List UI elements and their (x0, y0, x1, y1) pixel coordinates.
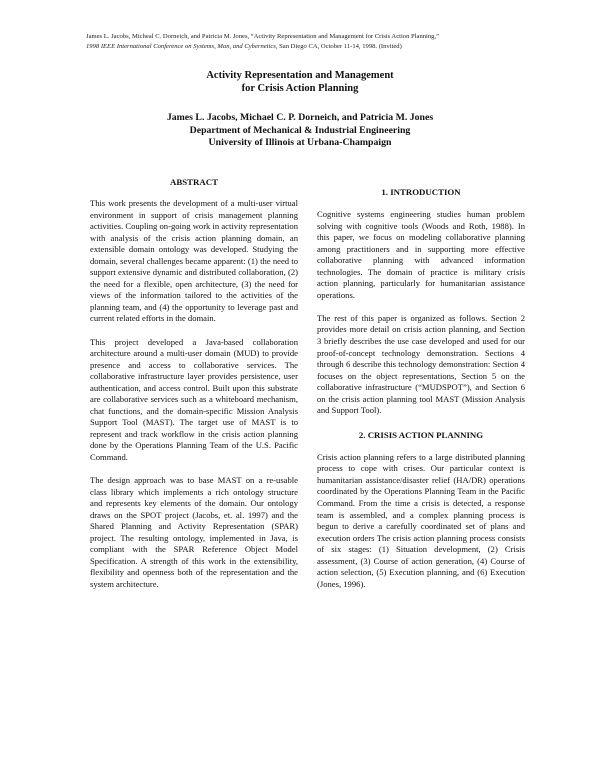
author-block (0, 112, 600, 150)
abstract-paragraph-3: The design approach was to base MAST on a re-usable class library which implements a rich ontology structure and represents key elements of the domain. Our ontology draws on the SPOT project (Jacobs, et. al. 1997) and the Shared Planning and Activity Representation (SPAR) project. The resulting ontology, implemented in Java, is compliant with the SPAR Reference Object Model Specification. A strength of this work in the extensibility, flexibility and openness both of the representation and the system architecture. (90, 475, 298, 589)
abstract-paragraph-1: This work presents the development of a multi-user virtual environment in support of crisis management planning activities. Coupling on-going work in activity representation with analysis of the crisis action planning domain, an extensible domain ontology was developed. Studying the domain, several challenges became apparent: (1) the need to support extensive dynamic and distributed collaboration, (2) the need for a flexible, open architecture, (3) the need for views of the information tailored to the activities of the planning team, and (4) the opportunity to leverage past and current related efforts in the domain. (90, 198, 298, 324)
citation-header (86, 32, 526, 51)
author-department: Department of Mechanical & Industrial Engineering (189, 124, 411, 136)
introduction-paragraph-2: The rest of this paper is organized as follows. Section 2 provides more detail on crisis action planning, and Section 3 briefly describes the use case developed and used for our proof-of-concept technology demonstration. Sections 4 through 6 describe this technology demonstration: Section 4 focuses on the object representations, Section 5 on the collaborative infrastructure (“MUDSPOT”), and Section 6 on the crisis action planning tool MAST (Mission Analysis and Support Tool). (317, 312, 525, 416)
abstract-heading: ABSTRACT (170, 177, 218, 187)
abstract-paragraph-2: This project developed a Java-based collaboration architecture around a multi-user domain (MUD) to provide presence and access to collaborative services. The collaborative infrastructure layer provides persistence, user authentication, and access control. Built upon this substrate are collaborative services such as a whiteboard mechanism, chat functions, and the domain-specific Mission Analysis Support Tool (MAST). The target use of MAST is to represent and track workflow in the crisis action planning done by the Operations Planning Team of the U.S. Pacific Command. (90, 336, 298, 462)
introduction-heading: 1. INTRODUCTION (381, 187, 461, 197)
citation-authors: James L. Jacobs, Micheal C. Dorneich, and Patricia M. Jones, “Activity Representation and Management for Crisis Action Planning,” (86, 33, 440, 40)
author-names: James L. Jacobs, Michael C. P. Dorneich, and Patricia M. Jones (166, 112, 434, 123)
author-university: University of Illinois at Urbana-Champaign (208, 137, 392, 148)
left-column (90, 176, 298, 591)
paper-title-line-1: Activity Representation and Management (206, 70, 394, 81)
citation-proceedings: 1998 IEEE International Conference on Systems, Man, and Cybernetics (86, 42, 276, 50)
crisis-planning-heading: 2. CRISIS ACTION PLANNING (358, 429, 484, 440)
introduction-paragraph-1: Cognitive systems engineering studies human problem solving with cognitive tools (Woods and Roth, 1988). In this paper, we focus on modeling collaborative planning among practitioners and in supporting more effective collaborative planning with advanced information technologies. The domain of practice is military crisis action planning, particularly for humanitarian assistance operations. (317, 209, 525, 300)
paper-title-line-2: for Crisis Action Planning (241, 83, 359, 94)
crisis-planning-paragraph-1: Crisis action planning refers to a large distributed planning process to cope with crises. Our particular context is humanitarian assistance/disaster relief (HA/DR) operations coordinated by the Operations Planning Team in the Pacific Command. From the time a crisis is detected, a response team is assembled, and a complex planning process is begun to derive a carefully coordinated set of plans and execution orders The crisis action planning process consists of six stages: (1) Situation development, (2) Crisis assessment, (3) Course of action generation, (4) Course of action selection, (5) Execution planning, and (6) Execution (Jones, 1996). (317, 451, 525, 589)
right-column (317, 186, 525, 590)
citation-venue: , San Diego CA, October 11-14, 1998. (Invited) (275, 42, 402, 50)
